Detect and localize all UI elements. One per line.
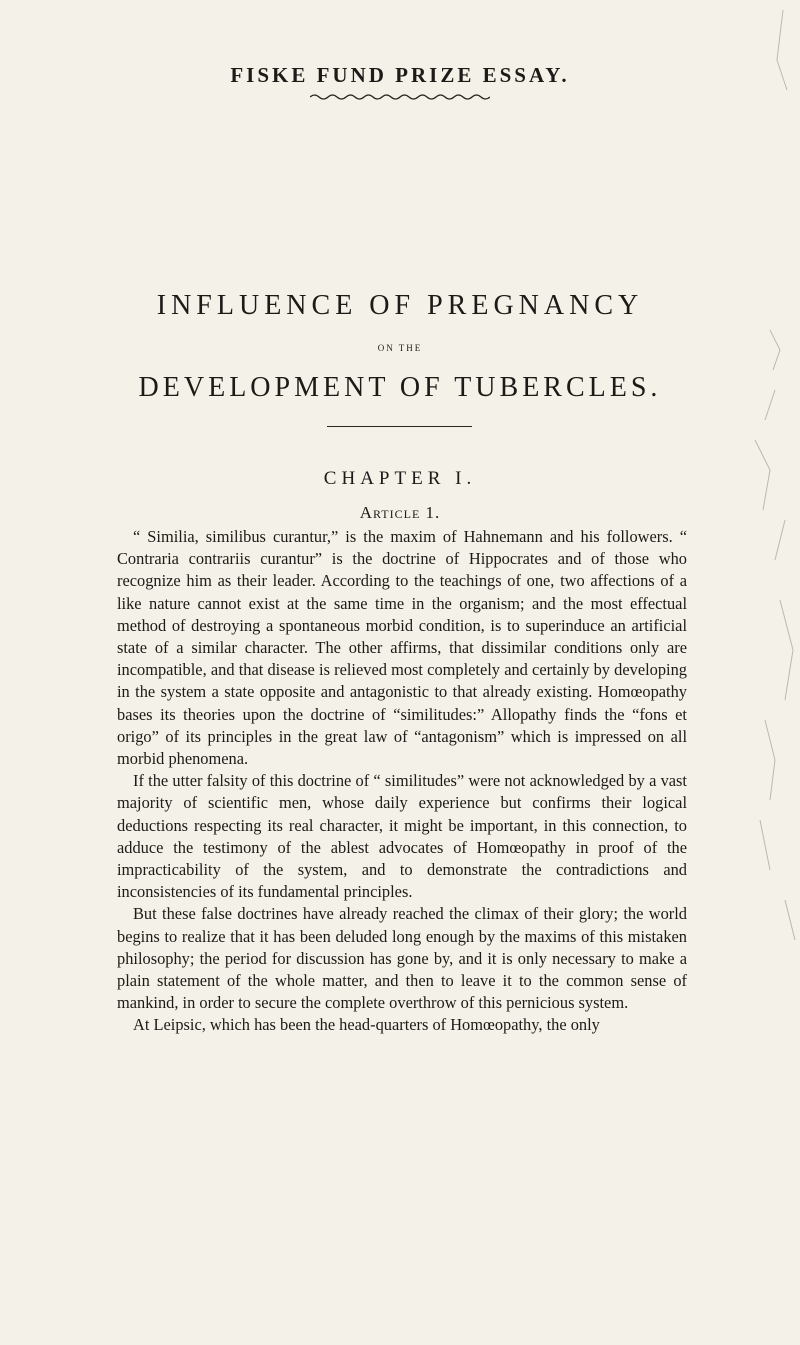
running-header: FISKE FUND PRIZE ESSAY. xyxy=(230,63,570,87)
essay-title-line-1: INFLUENCE OF PREGNANCY xyxy=(156,290,644,321)
article-heading: Article 1. xyxy=(359,503,441,522)
paragraph: At Leipsic, which has been the head-quarters of Homœopathy, the only xyxy=(133,1015,600,1035)
paragraph: “ Similia, similibus curantur,” is the maxim of Hahnemann and his followers. “ Contraria contrariis curantur” is the doctrine of Hippocrates and of those who recognize him as their leader. According to the teachings of one, two affections of a like nature cannot exist at the same time in the organism; and the most effectual method of destroying a spontaneous morbid condition, is to superinduce an artificial state of a similar character. The other affirms, that dissimilar conditions only are incompatible, and that disease is relieved most completely and certainly by developing in the system a state opposite and antagonistic to that already existing. Homœopathy bases its theories upon the doctrine of “similitudes:” Allopathy finds the “fons et origo” of its principles in the great law of “antagonism” which is impressed on all morbid phenomena. xyxy=(117,527,687,769)
page-edge-bleed-through xyxy=(725,0,800,1345)
chapter-heading: CHAPTER I. xyxy=(323,468,477,489)
essay-title-connector: ON THE xyxy=(377,343,423,353)
title-divider xyxy=(327,426,472,427)
essay-title-line-2: DEVELOPMENT OF TUBERCLES. xyxy=(138,372,662,403)
paragraph: If the utter falsity of this doctrine of “ similitudes” were not acknowledged by a vast majority of scientific men, whose daily experience but confirms their logical deductions respecting its real character, it might be important, in this connection, to adduce the testimony of the ablest advocates of Homœopathy in proof of the impracticability of the system, and to demonstrate the contradictions and inconsistencies of its fundamental principles. xyxy=(117,771,687,902)
paragraph: But these false doctrines have already reached the climax of their glory; the world begins to realize that it has been deluded long enough by the maxims of this mistaken philosophy; the period for discussion has gone by, and it is only necessary to make a plain statement of the whole matter, and then to leave it to the common sense of mankind, in order to secure the complete overthrow of this pernicious system. xyxy=(117,904,687,1013)
body-text xyxy=(117,526,687,1037)
decorative-wavy-rule xyxy=(310,93,490,101)
